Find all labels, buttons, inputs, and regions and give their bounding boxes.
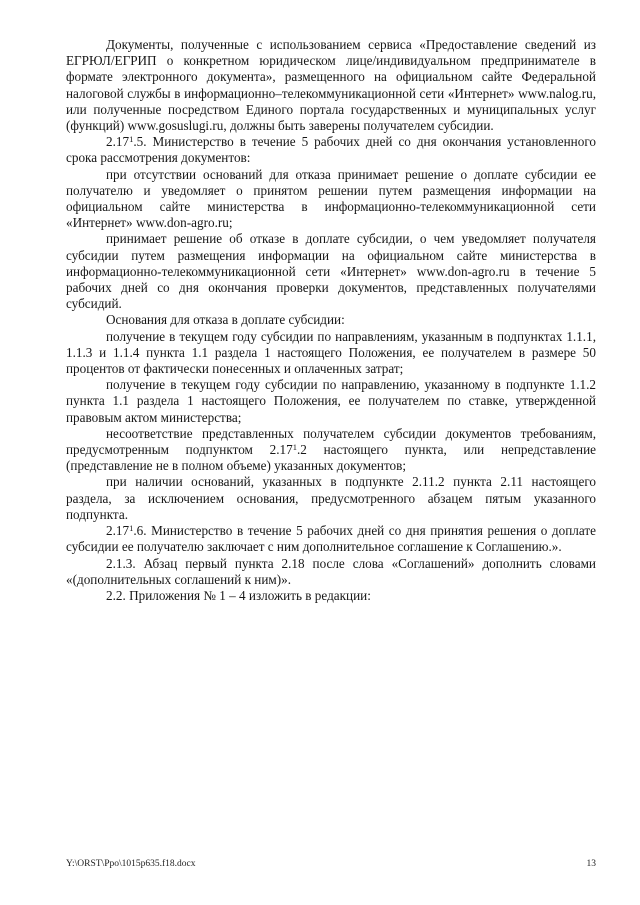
paragraph-ground-1: получение в текущем году субсидии по направлениям, указанным в подпунктах 1.1.1, 1.1.3 и 1.1.4 пункта 1.1 раздела 1 настоящего Положения, ее получателем в размере 50 процентов от фактически понесенных и оплаченных затрат; <box>66 328 596 377</box>
paragraph-refusal-grounds-heading: Основания для отказа в доплате субсидии: <box>106 312 345 328</box>
paragraph-2-1-3: 2.1.3. Абзац первый пункта 2.18 после слова «Соглашений» дополнить словами «(дополнительных соглашений к ним)». <box>66 555 596 587</box>
paragraph-documents-certification: Документы, полученные с использованием сервиса «Предоставление сведений из ЕГРЮЛ/ЕГРИП о конкретном юридическом лице/индивидуальном предпринимателе в формате электронного документа», размещенного на официальном сайте Федеральной налоговой службы в информационно–телекоммуникационной сети «Интернет» www.nalog.ru, или полученные посредством Единого портала государственных и муниципальных услуг (функций) www.gosuslugi.ru, должны быть заверены получателем субсидии. <box>66 37 596 134</box>
page-footer <box>66 859 596 869</box>
file-path: Y:\ORST\Ppo\1015p635.f18.docx <box>66 859 196 869</box>
paragraph-decision-approve: при отсутствии оснований для отказа принимает решение о доплате субсидии ее получателю и уведомляет о принятом решении путем размещения информации на официальном сайте министерства в информационно-телекоммуникационной сети «Интернет» www.don-agro.ru; <box>66 166 596 231</box>
document-body <box>66 37 596 604</box>
paragraph-ground-2: получение в текущем году субсидии по направлению, указанному в подпункте 1.1.2 пункта 1.1 раздела 1 настоящего Положения, ее получателем по ставке, утвержденной правовым актом министерства; <box>66 377 596 425</box>
paragraph-decision-refuse: принимает решение об отказе в доплате субсидии, о чем уведомляет получателя субсидии путем размещения информации на официальном сайте министерства в информационно-телекоммуникационной сети «Интернет» www.don-agro.ru в течение 5 рабочих дней со дня окончания проверки документов, представленных получателями субсидий. <box>66 231 596 312</box>
paragraph-2-17-1-5: 2.17$^1$.5. Министерство в течение 5 рабочих дней со дня окончания установленного срока рассмотрения документов: <box>66 134 596 166</box>
paragraph-2-2: 2.2. Приложения № 1 – 4 изложить в редакции: <box>106 587 371 603</box>
paragraph-ground-3: несоответствие представленных получателем субсидии документов требованиям, предусмотренным подпунктом 2.17$^1$.2 настоящего пункта, или непредставление (представление не в полном объеме) указанных документов; <box>66 425 596 474</box>
paragraph-ground-4: при наличии оснований, указанных в подпункте 2.11.2 пункта 2.11 настоящего раздела, за исключением основания, предусмотренного абзацем пятым указанного подпункта. <box>66 474 596 522</box>
paragraph-2-17-1-6: 2.17$^1$.6. Министерство в течение 5 рабочих дней со дня принятия решения о доплате субсидии ее получателю заключает с ним дополнительное соглашение к Соглашению.». <box>66 523 596 555</box>
page-number: 13 <box>586 859 596 869</box>
